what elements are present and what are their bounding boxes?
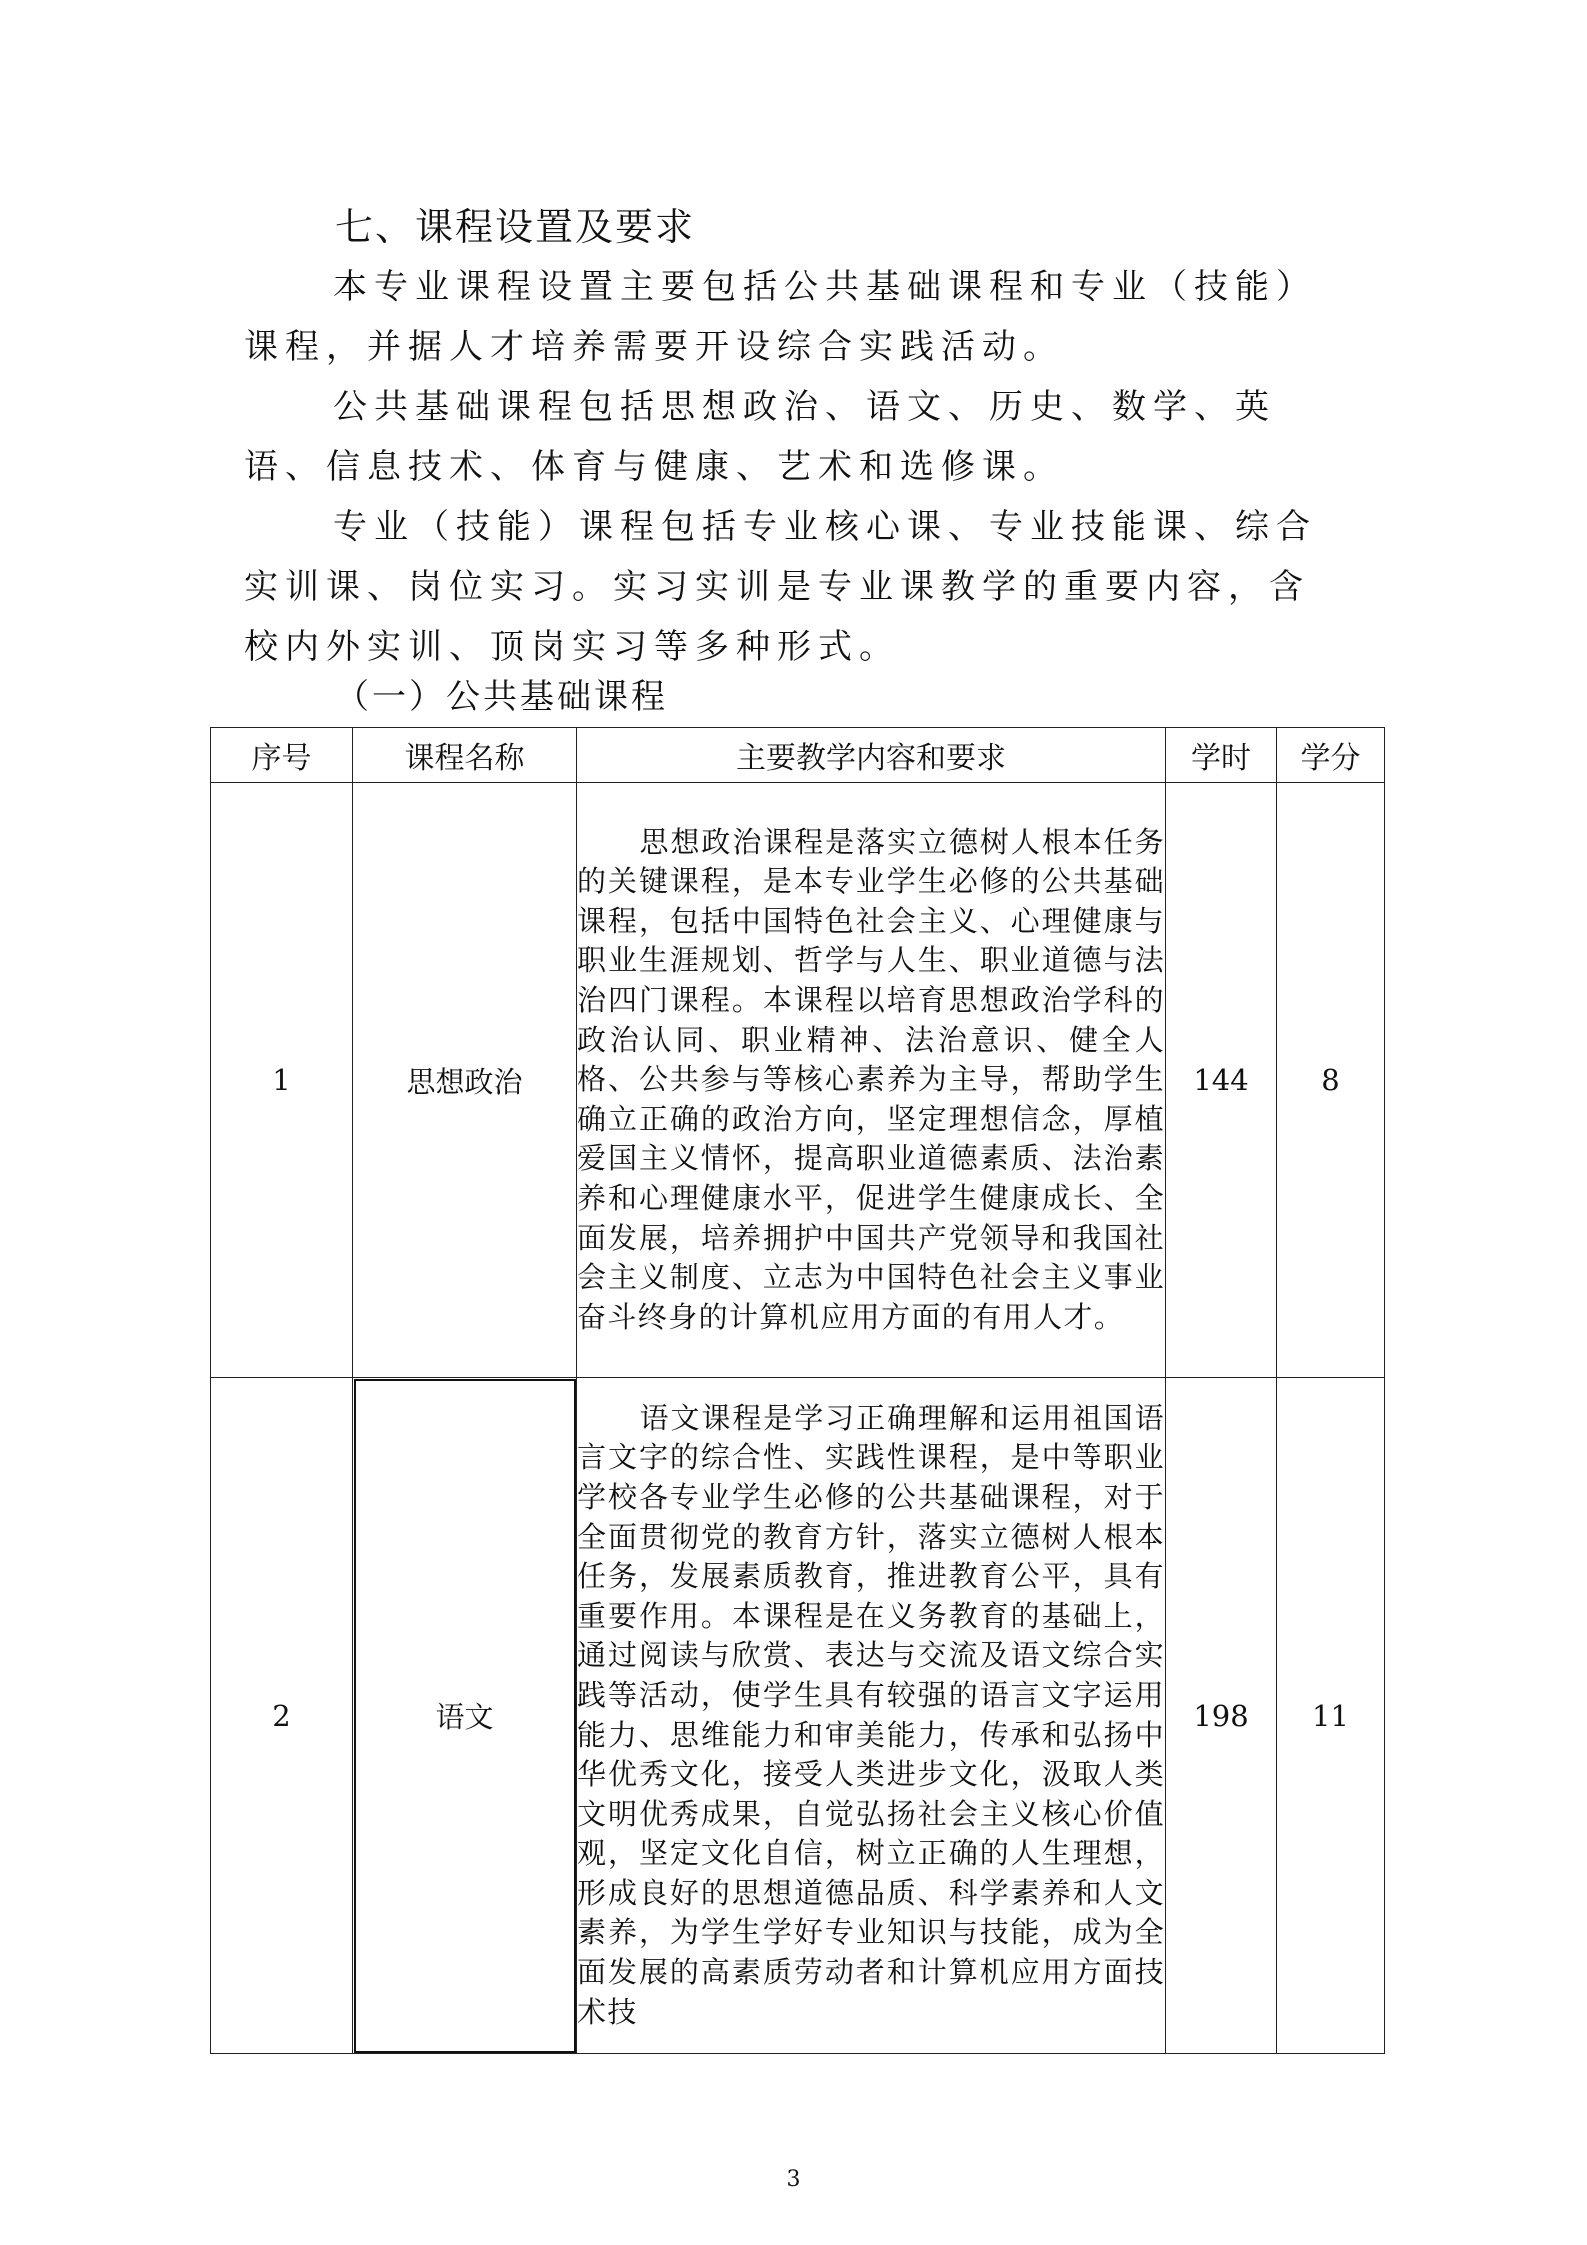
paragraph-text: 公共基础课程包括思想政治、语文、历史、数学、英语、信息技术、体育与健康、艺术和选修课。: [244, 387, 1276, 487]
cell-class-hours: 198: [1166, 1378, 1277, 2054]
public-course-table: [210, 727, 1385, 2054]
subsection-heading: （一）公共基础课程: [335, 677, 668, 717]
paragraph-text: 本专业课程设置主要包括公共基础课程和专业（技能）课程，并据人才培养需要开设综合实践活动。: [244, 267, 1317, 367]
cell-serial-number: 2: [211, 1378, 353, 2054]
paragraph-professional-courses: [244, 497, 1344, 677]
header-class-hours: 学时: [1166, 728, 1277, 783]
header-course-name: 课程名称: [353, 728, 577, 783]
table-row: [211, 783, 1385, 1378]
cell-credits: 8: [1277, 783, 1385, 1378]
content-text: 语文课程是学习正确理解和运用祖国语言文字的综合性、实践性课程，是中等职业学校各专业学生必修的公共基础课程，对于全面贯彻党的教育方针，落实立德树人根本任务，发展素质教育，推进教育公平，具有重要作用。本课程是在义务教育的基础上，通过阅读与欣赏、表达与交流及语文综合实践等活动，使学生具有较强的语言文字运用能力、思维能力和审美能力，传承和弘扬中华优秀文化，接受人类进步文化，汲取人类文明优秀成果，自觉弘扬社会主义核心价值观，坚定文化自信，树立正确的人生理想，形成良好的思想道德品质、科学素养和人文素养，为学生学好专业知识与技能，成为全面发展的高素质劳动者和计算机应用方面技术技: [577, 1400, 1165, 2029]
paragraph-public-courses: [244, 377, 1344, 497]
cell-class-hours: 144: [1166, 783, 1277, 1378]
table-row: [211, 1378, 1385, 2054]
cell-course-content: [577, 783, 1166, 1378]
content-text: 思想政治课程是落实立德树人根本任务的关键课程，是本专业学生必修的公共基础课程，包括中国特色社会主义、心理健康与职业生涯规划、哲学与人生、职业道德与法治四门课程。本课程以培育思想政治学科的政治认同、职业精神、法治意识、健全人格、公共参与等核心素养为主导，帮助学生确立正确的政治方向，坚定理想信念，厚植爱国主义情怀，提高职业道德素质、法治素养和心理健康水平，促进学生健康成长、全面发展，培养拥护中国共产党领导和我国社会主义制度、立志为中国特色社会主义事业奋斗终身的计算机应用方面的有用人才。: [577, 824, 1165, 1334]
cell-serial-number: 1: [211, 783, 353, 1378]
section-heading: 七、课程设置及要求: [335, 205, 696, 249]
header-course-content: 主要教学内容和要求: [577, 728, 1166, 783]
table-header-row: [211, 728, 1385, 783]
cell-course-content: [577, 1378, 1166, 2054]
header-credits: 学分: [1277, 728, 1385, 783]
page-number: 3: [786, 2167, 801, 2192]
cell-course-name: 语文: [353, 1378, 577, 2054]
paragraph-text: 专业（技能）课程包括专业核心课、专业技能课、综合实训课、岗位实习。实习实训是专业课教学的重要内容，含校内外实训、顶岗实习等多种形式。: [244, 507, 1317, 667]
cell-course-name: 思想政治: [353, 783, 577, 1378]
cell-credits: 11: [1277, 1378, 1385, 2054]
paragraph-course-structure: [244, 257, 1344, 377]
header-serial-number: 序号: [211, 728, 353, 783]
